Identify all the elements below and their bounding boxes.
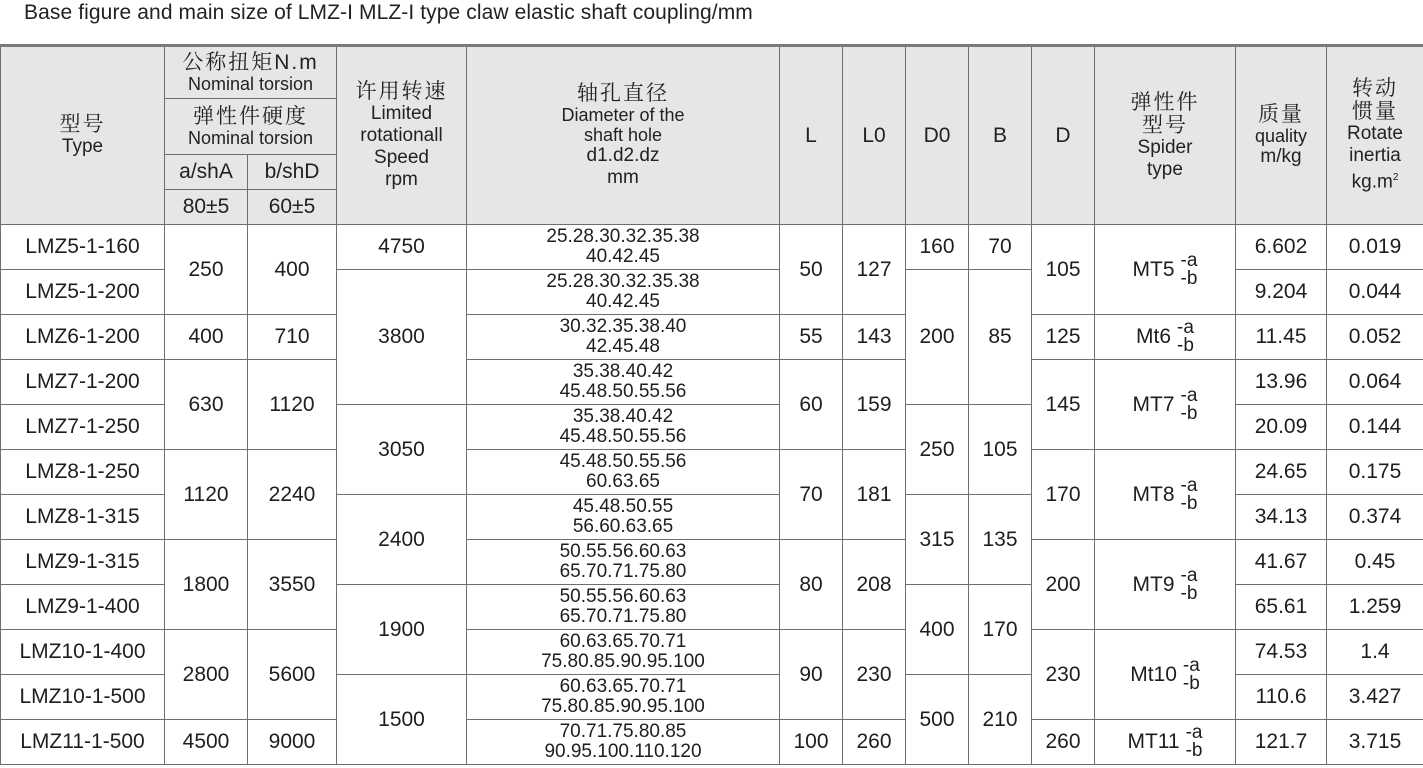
cell-D0: 250 bbox=[906, 405, 969, 495]
cell-mass: 65.61 bbox=[1236, 585, 1327, 630]
cell-D0: 400 bbox=[906, 585, 969, 675]
cell-spider: MT11 -a -b bbox=[1095, 720, 1236, 765]
cell-speed: 2400 bbox=[337, 495, 467, 585]
cell-inertia: 0.175 bbox=[1327, 450, 1423, 495]
cell-torque-a: 630 bbox=[165, 360, 248, 450]
cell-bore: 35.38.40.42 45.48.50.55.56 bbox=[467, 360, 780, 405]
cell-torque-a: 4500 bbox=[165, 720, 248, 765]
cell-inertia: 1.259 bbox=[1327, 585, 1423, 630]
cell-spider: Mt10 -a -b bbox=[1095, 630, 1236, 720]
cell-type: LMZ10-1-400 bbox=[1, 630, 165, 675]
header-type: 型号 Type bbox=[1, 46, 165, 225]
table-row bbox=[1, 315, 1423, 360]
cell-bore: 70.71.75.80.85 90.95.100.110.120 bbox=[467, 720, 780, 765]
cell-L0: 181 bbox=[843, 450, 906, 540]
cell-type: LMZ11-1-500 bbox=[1, 720, 165, 765]
cell-bore: 60.63.65.70.71 75.80.85.90.95.100 bbox=[467, 675, 780, 720]
cell-L0: 127 bbox=[843, 225, 906, 315]
cell-torque-a: 2800 bbox=[165, 630, 248, 720]
header-B: B bbox=[969, 46, 1032, 225]
header-D: D bbox=[1032, 46, 1095, 225]
cell-type: LMZ7-1-200 bbox=[1, 360, 165, 405]
cell-speed: 1500 bbox=[337, 675, 467, 765]
cell-torque-a: 1800 bbox=[165, 540, 248, 630]
cell-type: LMZ8-1-250 bbox=[1, 450, 165, 495]
cell-torque-b: 710 bbox=[248, 315, 337, 360]
cell-D0: 160 bbox=[906, 225, 969, 270]
cell-type: LMZ5-1-160 bbox=[1, 225, 165, 270]
header-bore: 轴孔直径 Diameter of the shaft hole d1.d2.dz mm bbox=[467, 46, 780, 225]
cell-bore: 25.28.30.32.35.38 40.42.45 bbox=[467, 270, 780, 315]
cell-mass: 41.67 bbox=[1236, 540, 1327, 585]
cell-bore: 45.48.50.55.56 60.63.65 bbox=[467, 450, 780, 495]
cell-mass: 11.45 bbox=[1236, 315, 1327, 360]
cell-spider: MT5 -a -b bbox=[1095, 225, 1236, 315]
cell-D: 200 bbox=[1032, 540, 1095, 630]
header-inertia: 转动 惯量 Rotate inertia $kg.m^2$ bbox=[1327, 46, 1423, 225]
header-hardness-b: b/shD bbox=[248, 155, 337, 190]
cell-spider: MT7 -a -b bbox=[1095, 360, 1236, 450]
cell-spider: Mt6 -a -b bbox=[1095, 315, 1236, 360]
cell-D: 170 bbox=[1032, 450, 1095, 540]
cell-D: 260 bbox=[1032, 720, 1095, 765]
cell-D: 230 bbox=[1032, 630, 1095, 720]
cell-D: 105 bbox=[1032, 225, 1095, 315]
table-row bbox=[1, 630, 1423, 675]
cell-speed: 3050 bbox=[337, 405, 467, 495]
header-hardness-a: a/shA bbox=[165, 155, 248, 190]
cell-bore: 35.38.40.42 45.48.50.55.56 bbox=[467, 405, 780, 450]
cell-mass: 74.53 bbox=[1236, 630, 1327, 675]
cell-inertia: 0.044 bbox=[1327, 270, 1423, 315]
cell-torque-b: 3550 bbox=[248, 540, 337, 630]
cell-L: 50 bbox=[780, 225, 843, 315]
cell-torque-a: 250 bbox=[165, 225, 248, 315]
cell-spider: MT8 -a -b bbox=[1095, 450, 1236, 540]
header-torque: 公称扭矩N.m Nominal torsion bbox=[165, 46, 337, 99]
table-row bbox=[1, 540, 1423, 585]
cell-speed: 3800 bbox=[337, 270, 467, 405]
cell-L: 70 bbox=[780, 450, 843, 540]
cell-inertia: 0.144 bbox=[1327, 405, 1423, 450]
cell-D0: 500 bbox=[906, 675, 969, 765]
cell-torque-a: 1120 bbox=[165, 450, 248, 540]
cell-B: 170 bbox=[969, 585, 1032, 675]
cell-bore: 25.28.30.32.35.38 40.42.45 bbox=[467, 225, 780, 270]
cell-B: 85 bbox=[969, 270, 1032, 405]
header-hardness-b-value: 60±5 bbox=[248, 190, 337, 225]
table-row bbox=[1, 450, 1423, 495]
cell-bore: 50.55.56.60.63 65.70.71.75.80 bbox=[467, 585, 780, 630]
cell-type: LMZ7-1-250 bbox=[1, 405, 165, 450]
table-row bbox=[1, 360, 1423, 405]
cell-bore: 45.48.50.55 56.60.63.65 bbox=[467, 495, 780, 540]
cell-L: 90 bbox=[780, 630, 843, 720]
cell-bore: 30.32.35.38.40 42.45.48 bbox=[467, 315, 780, 360]
cell-D0: 315 bbox=[906, 495, 969, 585]
cell-inertia: 0.019 bbox=[1327, 225, 1423, 270]
header-L: L bbox=[780, 46, 843, 225]
cell-torque-b: 400 bbox=[248, 225, 337, 315]
cell-bore: 60.63.65.70.71 75.80.85.90.95.100 bbox=[467, 630, 780, 675]
cell-L: 100 bbox=[780, 720, 843, 765]
cell-D: 125 bbox=[1032, 315, 1095, 360]
cell-type: LMZ9-1-315 bbox=[1, 540, 165, 585]
cell-mass: 34.13 bbox=[1236, 495, 1327, 540]
cell-inertia: 0.052 bbox=[1327, 315, 1423, 360]
coupling-spec-table bbox=[0, 44, 1423, 765]
table-row bbox=[1, 225, 1423, 270]
table-row bbox=[1, 720, 1423, 765]
cell-torque-b: 9000 bbox=[248, 720, 337, 765]
cell-inertia: 1.4 bbox=[1327, 630, 1423, 675]
table-caption: Base figure and main size of LMZ-I MLZ-I type claw elastic shaft coupling/mm bbox=[24, 1, 753, 24]
cell-L: 55 bbox=[780, 315, 843, 360]
cell-L0: 159 bbox=[843, 360, 906, 450]
cell-D0: 200 bbox=[906, 270, 969, 405]
cell-torque-b: 1120 bbox=[248, 360, 337, 450]
cell-L0: 230 bbox=[843, 630, 906, 720]
cell-L0: 208 bbox=[843, 540, 906, 630]
cell-inertia: 0.064 bbox=[1327, 360, 1423, 405]
cell-mass: 121.7 bbox=[1236, 720, 1327, 765]
cell-D: 145 bbox=[1032, 360, 1095, 450]
cell-bore: 50.55.56.60.63 65.70.71.75.80 bbox=[467, 540, 780, 585]
cell-inertia: 3.715 bbox=[1327, 720, 1423, 765]
cell-B: 105 bbox=[969, 405, 1032, 495]
cell-type: LMZ6-1-200 bbox=[1, 315, 165, 360]
cell-inertia: 0.374 bbox=[1327, 495, 1423, 540]
cell-mass: 110.6 bbox=[1236, 675, 1327, 720]
header-hardness: 弹性件硬度 Nominal torsion bbox=[165, 99, 337, 155]
cell-mass: 24.65 bbox=[1236, 450, 1327, 495]
header-spider: 弹性件 型号 Spider type bbox=[1095, 46, 1236, 225]
cell-type: LMZ9-1-400 bbox=[1, 585, 165, 630]
cell-mass: 13.96 bbox=[1236, 360, 1327, 405]
cell-L: 80 bbox=[780, 540, 843, 630]
cell-inertia: 0.45 bbox=[1327, 540, 1423, 585]
cell-B: 210 bbox=[969, 675, 1032, 765]
cell-torque-b: 5600 bbox=[248, 630, 337, 720]
header-speed: 许用转速 Limited rotationall Speed rpm bbox=[337, 46, 467, 225]
cell-mass: 6.602 bbox=[1236, 225, 1327, 270]
header-mass: 质量 quality m/kg bbox=[1236, 46, 1327, 225]
cell-inertia: 3.427 bbox=[1327, 675, 1423, 720]
header-hardness-a-value: 80±5 bbox=[165, 190, 248, 225]
cell-spider: MT9 -a -b bbox=[1095, 540, 1236, 630]
cell-type: LMZ5-1-200 bbox=[1, 270, 165, 315]
cell-torque-b: 2240 bbox=[248, 450, 337, 540]
cell-L0: 143 bbox=[843, 315, 906, 360]
header-D0: D0 bbox=[906, 46, 969, 225]
cell-speed: 1900 bbox=[337, 585, 467, 675]
cell-torque-a: 400 bbox=[165, 315, 248, 360]
cell-mass: 9.204 bbox=[1236, 270, 1327, 315]
cell-speed: 4750 bbox=[337, 225, 467, 270]
cell-type: LMZ8-1-315 bbox=[1, 495, 165, 540]
cell-L0: 260 bbox=[843, 720, 906, 765]
cell-mass: 20.09 bbox=[1236, 405, 1327, 450]
cell-B: 70 bbox=[969, 225, 1032, 270]
cell-L: 60 bbox=[780, 360, 843, 450]
header-L0: L0 bbox=[843, 46, 906, 225]
cell-type: LMZ10-1-500 bbox=[1, 675, 165, 720]
cell-B: 135 bbox=[969, 495, 1032, 585]
